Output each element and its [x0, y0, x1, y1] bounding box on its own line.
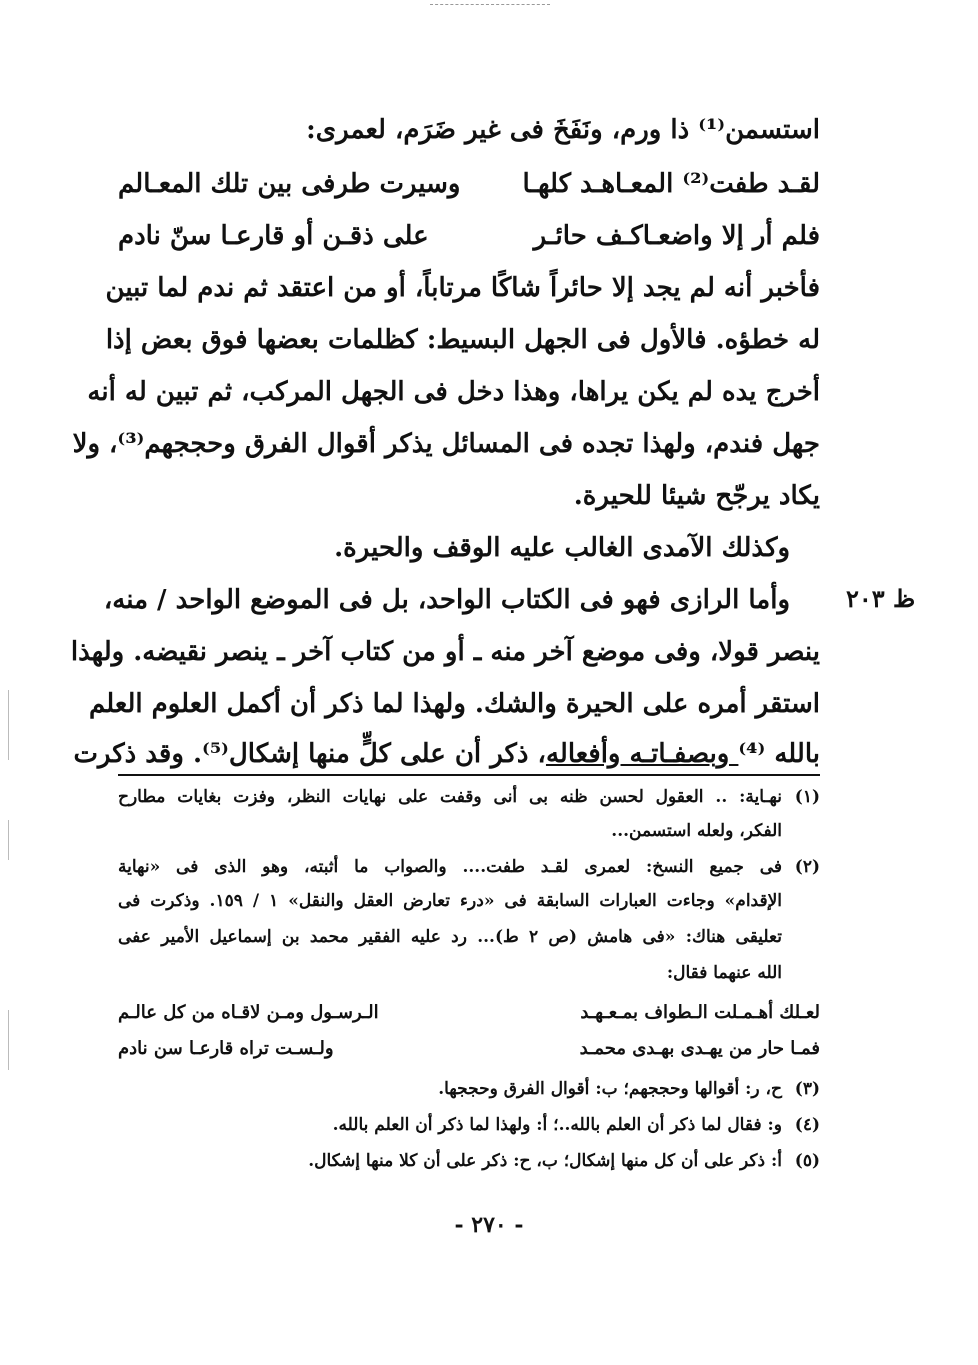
- footnote-ref: ⁽⁴⁾: [738, 739, 766, 769]
- footnote-text: نهـاية: .. العقول لحسن ظنه بى أنى وقفت على نهايات النظر، وفزت بغايات مطارح: [118, 787, 782, 807]
- page-number: - ٢٧٠ -: [454, 1212, 524, 1238]
- footnote-text: فى جميع النسخ: لعمرى لقـد طفت.... والصواب ما أثبته، وهو الذى فى «نهاية: [118, 857, 782, 877]
- body-line-6: يكاد يرجّح شيئا للحيرة.: [573, 481, 820, 511]
- verse-hemistich: الـرسـول ومـن لاقـاه من كل عالـم: [118, 1002, 379, 1023]
- text-run: ، ذكر أن على كلٍّ منها إشكال⁽⁵⁾. وقد ذكرت: [73, 739, 546, 769]
- body-line-3: له خطؤه. فالأول فى الجهل البسيط: كظلمات بعضها فوق بعض إذا: [105, 325, 820, 355]
- footnote-4: [118, 1110, 820, 1140]
- body-line-8: وأما الرازى فهو فى الكتاب الواحد، بل فى الموضع الواحد / منه،: [103, 585, 790, 615]
- footnote-number: (٣): [794, 1079, 820, 1099]
- footnote-2-cont: الإقدام» وجاءت العبارات السابقة فى «درء تعارض العقل والنقل» ١ / ١٥٩. وذكرت فى: [118, 891, 783, 911]
- scan-margin-line: [8, 820, 9, 860]
- body-line-2: فأخبر أنه لم يجد إلا حائراً شاكًا مرتاباً، أو من اعتقد ثم ندم لما تبين: [105, 273, 820, 303]
- scan-margin-line: [8, 690, 9, 760]
- top-dashed-rule: [430, 4, 550, 5]
- verse-hemistich: فلم أر إلا واضعـاكـف حائـر: [533, 221, 820, 251]
- verse-line-1: [118, 164, 820, 204]
- verse-hemistich: لقـد طفت⁽²⁾ المعـاهـد كلهـا: [522, 169, 820, 199]
- footnote-2-cont: تعليقى هناك: «فى هامش (ص ٢ ط)... رد عليه الفقير محمد بن إسماعيل الأمير عفى: [118, 927, 782, 947]
- footnote-5: [118, 1146, 820, 1176]
- footnote-1: [118, 782, 820, 812]
- body-line-1: استسمن⁽¹⁾ ذا ورم، ونَفَخَ فى غير ضَرَم، لعمرى:: [306, 115, 820, 145]
- footnote-text: ح، ر: أقوالها وحججهم؛ ب: أقوال الفرق وحججها.: [438, 1079, 782, 1099]
- verse-hemistich: وسيرت طرفى بين تلك المعـالم: [118, 169, 461, 199]
- verse-hemistich: لعـلك أهـمـلت الـطواف بمـعـهـد: [580, 1002, 820, 1023]
- footnote-separator: [118, 774, 820, 776]
- body-line-4: أخرج يده لم يكن يراها، وهذا دخل فى الجهل المركب، ثم تبين له أنه: [87, 377, 820, 407]
- footnote-3: [118, 1074, 820, 1104]
- body-line-10: استقر أمره على الحيرة والشك. ولهذا لما ذكر أن أكمل العلوم العلم: [88, 689, 820, 719]
- verse-hemistich: فمـا حار من يهـدى بهـدى محمـد: [579, 1038, 820, 1059]
- footnote-2-cont: الله عنهما فقال:: [666, 963, 782, 983]
- footnote-text: أ: ذكر على أن كل منها إشكال؛ ب، ح: ذكر على أن كلا منها إشكال.: [308, 1151, 782, 1171]
- footnote-text: و: فقال لما ذكر أن العلم بالله..؛ أ: ولهذا لما ذكر أن العلم بالله.: [332, 1115, 782, 1135]
- footnote-2: [118, 852, 820, 882]
- body-line-5: جهل فندم، ولهذا تجده فى المسائل يذكر أقوال الفرق وحججهم⁽³⁾، ولا: [72, 429, 820, 459]
- body-line-7: وكذلك الآمدى الغالب عليه الوقف والحيرة.: [334, 533, 790, 563]
- footnote-1-cont: الفكر، ولعله استسمن...: [611, 821, 782, 841]
- verse-hemistich: ولـسـت تراه قارعـا سن نادم: [118, 1038, 334, 1059]
- scan-margin-line: [8, 1010, 9, 1070]
- footnote-number: (٥): [794, 1151, 820, 1171]
- footnote-number: (١): [794, 787, 820, 807]
- footnote-number: (٤): [794, 1115, 820, 1135]
- underlined-phrase: وبصفـاتـه وأفعاله: [545, 739, 739, 769]
- footnote-verse-2: [118, 1032, 820, 1066]
- verse-line-2: [118, 216, 820, 256]
- footnote-verse-1: [118, 996, 820, 1030]
- text-run: بالله: [765, 739, 820, 769]
- verse-hemistich: على ذقـن أو قارعـا سنّ نادم: [118, 221, 429, 251]
- body-line-9: ينصر قولا، وفى موضع آخر منه ـ أو من كتاب آخر ـ ينصر نقيضه. ولهذا: [70, 637, 820, 667]
- footnote-number: (٢): [794, 857, 820, 877]
- body-line-11: [73, 734, 820, 774]
- marginal-folio-note: ظ ٢٠٣: [846, 584, 916, 613]
